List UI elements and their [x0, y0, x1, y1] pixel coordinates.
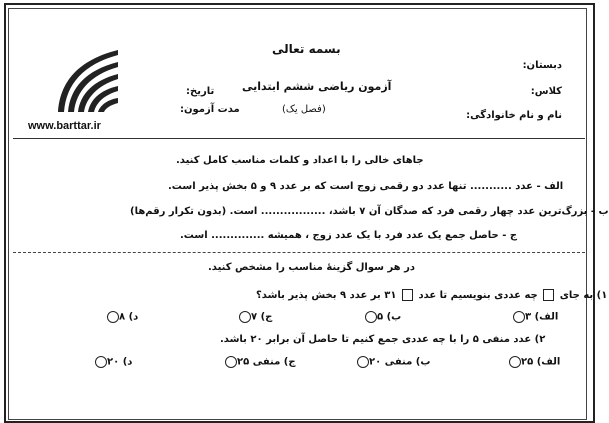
fill-item-a: الف - عدد ........... تنها عدد دو رقمی زوج است که بر عدد ۹ و ۵ بخش پذیر است. — [168, 181, 564, 192]
radio-circle-icon[interactable] — [509, 356, 521, 368]
q2-option-a[interactable] — [506, 356, 560, 368]
q1-option-a[interactable] — [510, 311, 558, 323]
q1-option-d[interactable] — [104, 311, 138, 323]
duration-label: مدت آزمون: — [180, 104, 240, 115]
q2-option-b-label: ب) منفی ۲۰ — [369, 356, 431, 368]
radio-circle-icon[interactable] — [513, 311, 525, 323]
section-divider — [13, 252, 585, 253]
q2-option-c[interactable] — [222, 356, 296, 368]
barttar-logo — [28, 42, 120, 114]
q1-option-c-label: ج) ۷ — [251, 311, 273, 323]
blank-box — [402, 289, 413, 301]
radio-circle-icon[interactable] — [225, 356, 237, 368]
radio-circle-icon[interactable] — [95, 356, 107, 368]
bismillah: بسمه تعالی — [272, 42, 341, 56]
name-label: نام و نام خانوادگی: — [466, 110, 562, 121]
q2-option-b[interactable] — [354, 356, 430, 368]
date-label: تاریخ: — [186, 86, 215, 97]
radio-circle-icon[interactable] — [365, 311, 377, 323]
question-2: ۲) عدد منفی ۵ را با چه عددی جمع کنیم تا حاصل آن برابر ۲۰ باشد. — [220, 334, 546, 345]
q1-option-b[interactable] — [362, 311, 401, 323]
question-1-suffix: ۳۱ بر عدد ۹ بخش پذیر باشد؟ — [256, 290, 397, 301]
radio-circle-icon[interactable] — [107, 311, 119, 323]
school-label: دبستان: — [522, 60, 562, 71]
radio-circle-icon[interactable] — [357, 356, 369, 368]
q2-option-d-label: د) ۲۰ — [107, 356, 133, 368]
q1-option-c[interactable] — [236, 311, 272, 323]
q2-option-d[interactable] — [92, 356, 132, 368]
q2-option-c-label: ج) منفی ۲۵ — [237, 356, 296, 368]
q2-option-a-label: الف) ۲۵ — [521, 356, 561, 368]
blank-box — [543, 289, 554, 301]
question-1-middle: چه عددی بنویسیم تا عدد — [418, 290, 538, 301]
exam-title: آزمون ریاضی ششم ابتدایی — [242, 80, 392, 93]
header-divider — [13, 138, 585, 139]
q1-option-b-label: ب) ۵ — [377, 311, 402, 323]
radio-circle-icon[interactable] — [239, 311, 251, 323]
fill-item-b: ب - بزرگ‌ترین عدد چهار رقمی فرد که صدگان آن ۷ باشد، ................. است. (بدون تکرار رقم‌ها) — [130, 206, 609, 217]
question-1 — [256, 289, 607, 301]
q1-option-d-label: د) ۸ — [119, 311, 139, 323]
fill-item-c: ج - حاصل جمع یک عدد فرد با یک عدد زوج ، همیشه .............. است. — [180, 230, 518, 241]
section2-instruction: در هر سوال گزینهٔ مناسب را مشخص کنید. — [208, 262, 415, 273]
section1-instruction: جاهای خالی را با اعداد و کلمات مناسب کامل کنید. — [176, 155, 424, 166]
class-label: کلاس: — [530, 86, 562, 97]
chapter-label: (فصل یک) — [282, 104, 326, 115]
q1-option-a-label: الف) ۳ — [525, 311, 559, 323]
question-1-prefix: ۱) به جای — [559, 290, 608, 301]
website-url: www.barttar.ir — [28, 120, 101, 132]
